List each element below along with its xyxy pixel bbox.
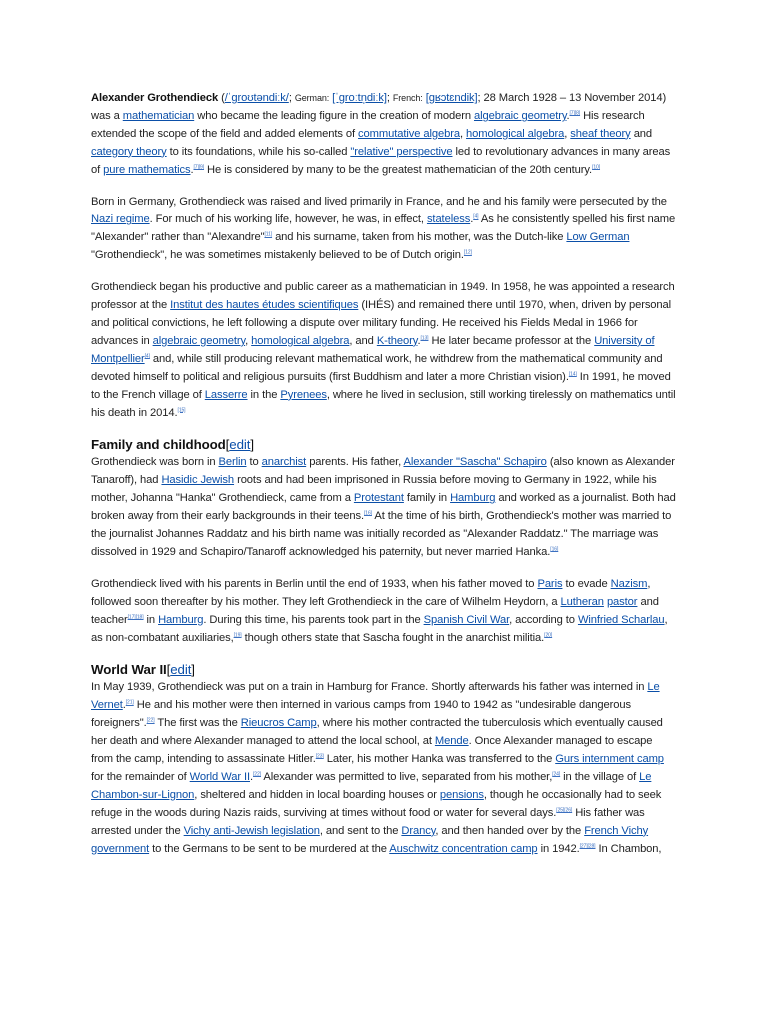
drancy-link[interactable]: Drancy [401,824,436,837]
relative-perspective-link[interactable]: "relative" perspective [350,145,453,158]
citation-ref[interactable]: [23] [315,753,324,760]
citation-ref[interactable]: [27][28] [579,842,596,849]
vichy-legislation-link[interactable]: Vichy anti-Jewish legislation [183,824,320,837]
algebraic-geometry-link[interactable]: algebraic geometry [152,334,246,347]
anarchist-link[interactable]: anarchist [261,456,307,469]
citation-ref[interactable]: [19] [233,631,242,638]
french-label: French: [392,93,423,103]
ihes-link[interactable]: Institut des hautes études scientifiques [170,299,359,312]
homological-algebra-link[interactable]: homological algebra [251,334,350,347]
nazi-regime-link[interactable]: Nazi regime [91,213,150,226]
citation-ref[interactable]: [15] [177,406,186,413]
pyrenees-link[interactable]: Pyrenees [280,388,327,401]
hasidic-jewish-link[interactable]: Hasidic Jewish [161,474,235,487]
article-body [91,90,677,873]
auschwitz-link[interactable]: Auschwitz concentration camp [389,842,538,855]
citation-ref[interactable]: [21] [125,699,134,706]
algebraic-geometry-link[interactable]: algebraic geometry [473,109,567,122]
citation-ref[interactable]: [4] [144,353,150,360]
citation-ref[interactable]: [17][18] [127,613,144,620]
montpellier-link[interactable]: University of Montpellier [91,334,655,365]
commutative-algebra-link[interactable]: commutative algebra [358,127,460,140]
pronunciation-german-link[interactable]: [ˈɡroːtn̩diːk] [332,92,387,104]
career-paragraph: Grothendieck began his productive and public career as a mathematician in 1949. In 1958, he was appointed a research professor at the Institut des hautes études scientifiques (IHÉS) and remained there until 1970, when, driven by personal and political convictions, he left following a dispute over military funding. He received his Fields Medal in 1966 for advances in algebraic geometry, homological algebra, and K-theory.[13] He later became professor at the University of Montpellier[4] and, while still producing relevant mathematical work, he withdrew from the mathematical community and devoted himself to political and religious pursuits (first Buddhism and later a more Christian vision).[14] In 1991, he moved to the French village of Lasserre in the Pyrenees, where he lived in seclusion, still working tirelessly on mathematics until his death in 2014.[15] [91,281,676,419]
world-war-ii-link[interactable]: World War II [189,771,250,783]
spanish-civil-war-link[interactable]: Spanish Civil War [423,613,510,626]
pronunciation-french-link[interactable]: [ɡʁɔtɛndik] [425,92,478,104]
section-heading-ww2: World War II[edit] [91,662,195,678]
section-heading-family: Family and childhood[edit] [91,437,254,453]
article-subject-name: Alexander Grothendieck [91,92,219,104]
gurs-camp-link[interactable]: Gurs internment camp [555,753,664,766]
citation-ref[interactable]: [10] [592,163,601,170]
nazism-link[interactable]: Nazism [610,577,648,590]
scharlau-link[interactable]: Winfried Scharlau [577,613,665,626]
berlin-years-paragraph: Grothendieck lived with his parents in Berlin until the end of 1933, when his father moved to Paris to evade Nazism, followed soon thereafter by his mother. They left Grothendieck in the care of Wilhelm Heydorn, a Lutheran pastor and teacher[17][18] in Hamburg. During this time, his parents took part in the Spanish Civil War, according to Winfried Scharlau, as non-combatant auxiliaries,[19] though others state that Sascha fought in the anarchist militia.[20] [91,577,668,644]
ww2-paragraph: In May 1939, Grothendieck was put on a train in Hamburg for France. Shortly afterwards his father was interned in Le Vernet.[21] He and his mother were then interned in various camps from 1940 to 1942 as "undesirable dangerous foreigners".[22] The first was the Rieucros Camp, where his mother contracted the tuberculosis which eventually caused her death and where Alexander managed to attend the local school, at Mende. Once Alexander managed to escape from the camp, intending to assassinate Hitler.[23] Later, his mother Hanka was transferred to the Gurs internment camp for the remainder of World War II.[22] Alexander was permitted to live, separated from his mother,[24] in the village of Le Chambon-sur-Lignon, sheltered and hidden in local boarding houses or pensions, though he occasionally had to seek refuge in the woods during Nazis raids, surviving at times without food or water for several days.[25][26] His father was arrested under the Vichy anti-Jewish legislation, and sent to the Drancy, and then handed over by the French Vichy government to the Germans to be sent to be murdered at the Auschwitz concentration camp in 1942.[27][28] In Chambon, [91,681,664,855]
citation-ref[interactable]: [20] [544,631,553,638]
paris-link[interactable]: Paris [537,577,563,590]
mende-link[interactable]: Mende [434,735,469,748]
pensions-link[interactable]: pensions [439,788,484,801]
low-german-link[interactable]: Low German [566,231,630,244]
vichy-government-link[interactable]: French Vichy government [91,824,649,855]
pastor-link[interactable]: pastor [606,595,638,608]
pronunciation-english-link[interactable]: /ˈɡroʊtəndiːk/ [224,92,289,104]
protestant-link[interactable]: Protestant [353,492,404,505]
homological-algebra-link[interactable]: homological algebra [466,127,565,140]
citation-ref[interactable]: [11] [264,231,273,238]
intro-paragraph: Alexander Grothendieck (/ˈɡroʊtəndiːk/; German: [ˈɡroːtn̩diːk]; French: [ɡʁɔtɛndik]; 28 March 1928 – 13 November 2014) was a mathematician who became the leading figure in the creation of modern algebraic geometry.[7][8] His research extended the scope of the field and added elements of commutative algebra, homological algebra, sheaf theory and category theory to its foundations, while his so-called "relative" perspective led to revolutionary advances in many areas of pure mathematics.[7][9] He is considered by many to be the greatest mathematician of the 20th century.[10] [91,92,671,176]
citation-ref[interactable]: [14] [568,370,577,377]
citation-ref[interactable]: [24] [552,771,561,778]
lasserre-link[interactable]: Lasserre [204,388,248,401]
le-vernet-link[interactable]: Le Vernet [91,681,660,712]
early-life-paragraph: Born in Germany, Grothendieck was raised and lived primarily in France, and he and his family were persecuted by the Nazi regime. For much of his working life, however, he was, in effect, stateless.[4] As he consistently spelled his first name "Alexander" rather than "Alexandre"[11] and his surname, taken from his mother, was the Dutch-like Low German "Grothendieck", he was sometimes mistakenly believed to be of Dutch origin.[12] [91,195,676,262]
hamburg-link[interactable]: Hamburg [450,492,496,505]
lutheran-link[interactable]: Lutheran [560,595,604,608]
citation-ref[interactable]: [25][26] [556,807,573,814]
citation-ref[interactable]: [7][8] [569,110,581,117]
edit-section-link[interactable]: edit [170,662,192,678]
category-theory-link[interactable]: category theory [91,145,167,158]
stateless-link[interactable]: stateless [426,213,471,226]
citation-ref[interactable]: [22] [253,771,261,778]
citation-ref[interactable]: [22] [146,717,155,724]
k-theory-link[interactable]: K-theory [376,334,418,347]
family-paragraph: Grothendieck was born in Berlin to anarchist parents. His father, Alexander "Sascha" Schapiro (also known as Alexander Tanaroff), had Hasidic Jewish roots and had been imprisoned in Russia before moving to Germany in 1922, while his mother, Johanna "Hanka" Grothendieck, came from a Protestant family in Hamburg and worked as a journalist. Both had broken away from their early backgrounds in their teens.[16] At the time of his birth, Grothendieck's mother was married to the journalist Johannes Raddatz and his birth name was initially recorded as "Alexander Raddatz." The marriage was dissolved in 1929 and Schapiro/Tanaroff acknowledged his paternity, but never married Hanka.[16] [91,456,676,558]
pure-mathematics-link[interactable]: pure mathematics [103,163,191,176]
mathematician-link[interactable]: mathematician [122,109,195,122]
citation-ref[interactable]: [16] [364,510,372,517]
citation-ref[interactable]: [4] [473,213,479,220]
citation-ref[interactable]: [12] [463,249,472,256]
le-chambon-link[interactable]: Le Chambon-sur-Lignon [91,771,652,801]
citation-ref[interactable]: [13] [420,335,429,342]
citation-ref[interactable]: [16] [550,546,559,553]
hamburg-link[interactable]: Hamburg [158,613,204,626]
german-label: German: [294,93,330,103]
rieucros-camp-link[interactable]: Rieucros Camp [240,717,317,730]
edit-section-link[interactable]: edit [229,437,251,453]
sheaf-theory-link[interactable]: sheaf theory [570,127,631,140]
schapiro-link[interactable]: Alexander "Sascha" Schapiro [403,456,547,469]
citation-ref[interactable]: [7][9] [193,163,205,170]
berlin-link[interactable]: Berlin [218,456,247,469]
